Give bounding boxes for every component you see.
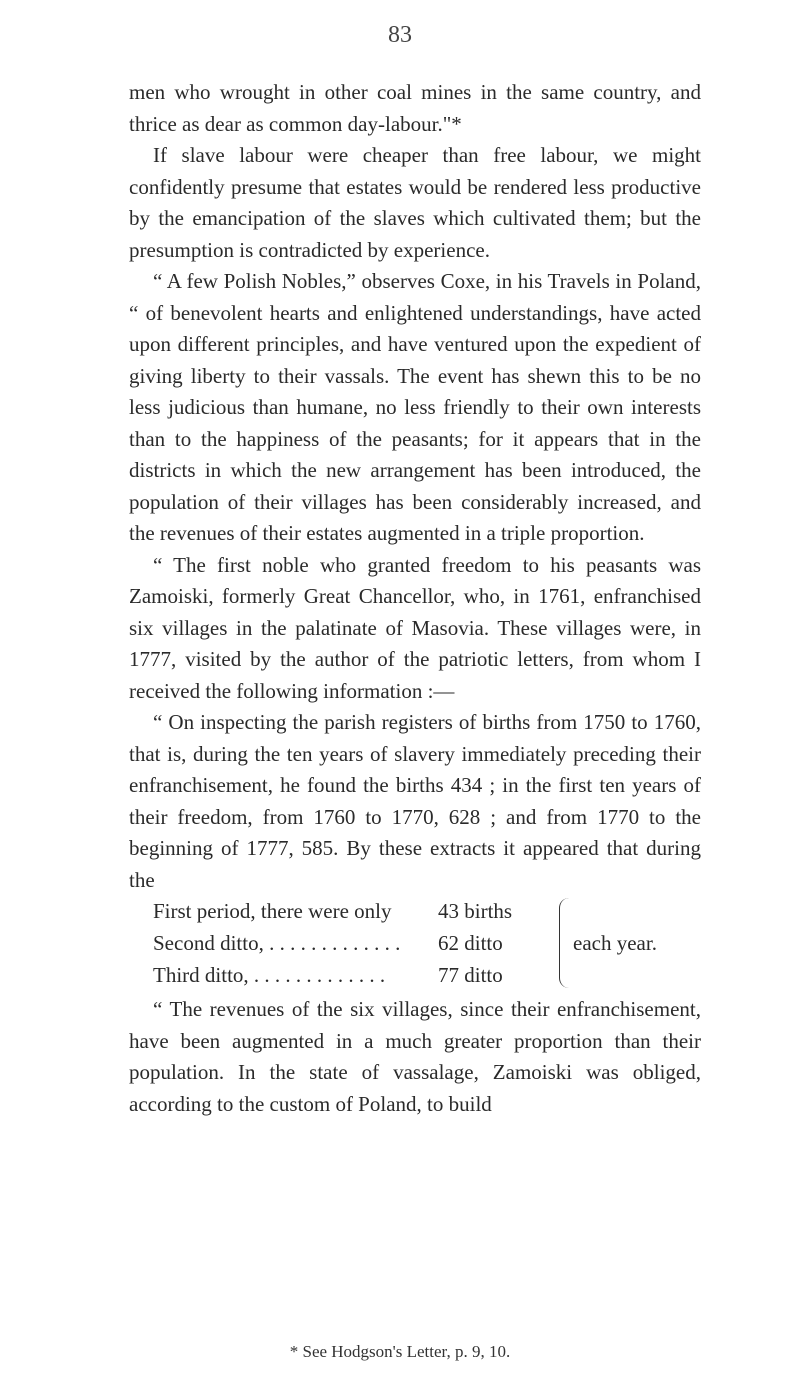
births-table	[129, 896, 701, 994]
row-label: Third ditto, . . . . . . . . . . . . .	[153, 963, 386, 987]
paragraph-continuation: men who wrought in other coal mines in the same country, and thrice as dear as common day-labour."*	[129, 80, 701, 136]
table-row	[153, 928, 503, 960]
row-value: 77 ditto	[438, 963, 503, 987]
footnote: * See Hodgson's Letter, p. 9, 10.	[289, 1342, 511, 1361]
row-value: 62 ditto	[438, 931, 503, 955]
row-label: Second ditto, . . . . . . . . . . . . .	[153, 931, 401, 955]
paragraph-revenues: “ The revenues of the six villages, since their enfranchisement, have been augmented in a much greater proportion than their population. In the state of vassalage, Zamoiski was obliged, according to the custom of Poland, to build	[129, 997, 701, 1116]
brace-note: each year.	[573, 931, 657, 955]
paragraph-parish-registers: “ On inspecting the parish registers of births from 1750 to 1760, that is, during the ten years of slavery immediately preceding their enfranchisement, he found the births 434 ; in the first ten years of their freedom, from 1760 to 1770, 628 ; and from 1770 to the beginning of 1777, 585. By these extracts it appeared that during the	[129, 710, 701, 892]
brace-icon	[559, 898, 570, 988]
body-text	[129, 77, 701, 1120]
page-number: 83	[388, 22, 412, 48]
paragraph-slave-labour: If slave labour were cheaper than free labour, we might confidently presume that estates would be rendered less productive by the emancipation of the slaves which cultivated them; but the presumption is contradicted by experience.	[129, 143, 701, 262]
table-row	[153, 960, 503, 992]
table-row	[153, 896, 513, 928]
row-label: First period, there were only	[153, 899, 392, 923]
row-value: 43 births	[438, 899, 513, 923]
paragraph-zamoiski: “ The first noble who granted freedom to his peasants was Zamoiski, formerly Great Chancellor, who, in 1761, enfranchised six villages in the palatinate of Masovia. These villages were, in 1777, visited by the author of the patriotic letters, from whom I received the following information :—	[129, 552, 701, 703]
paragraph-polish-nobles: “ A few Polish Nobles,” observes Coxe, in his Travels in Poland, “ of benevolent hearts and enlightened understandings, have acted upon different principles, and have ventured upon the expedient of giving liberty to their vassals. The event has shewn this to be no less judicious than humane, no less friendly to their own interests than to the happiness of the peasants; for it appears that in the districts in which the new arrangement has been introduced, the population of their villages has been considerably increased, and the revenues of their estates augmented in a triple proportion.	[129, 269, 701, 545]
